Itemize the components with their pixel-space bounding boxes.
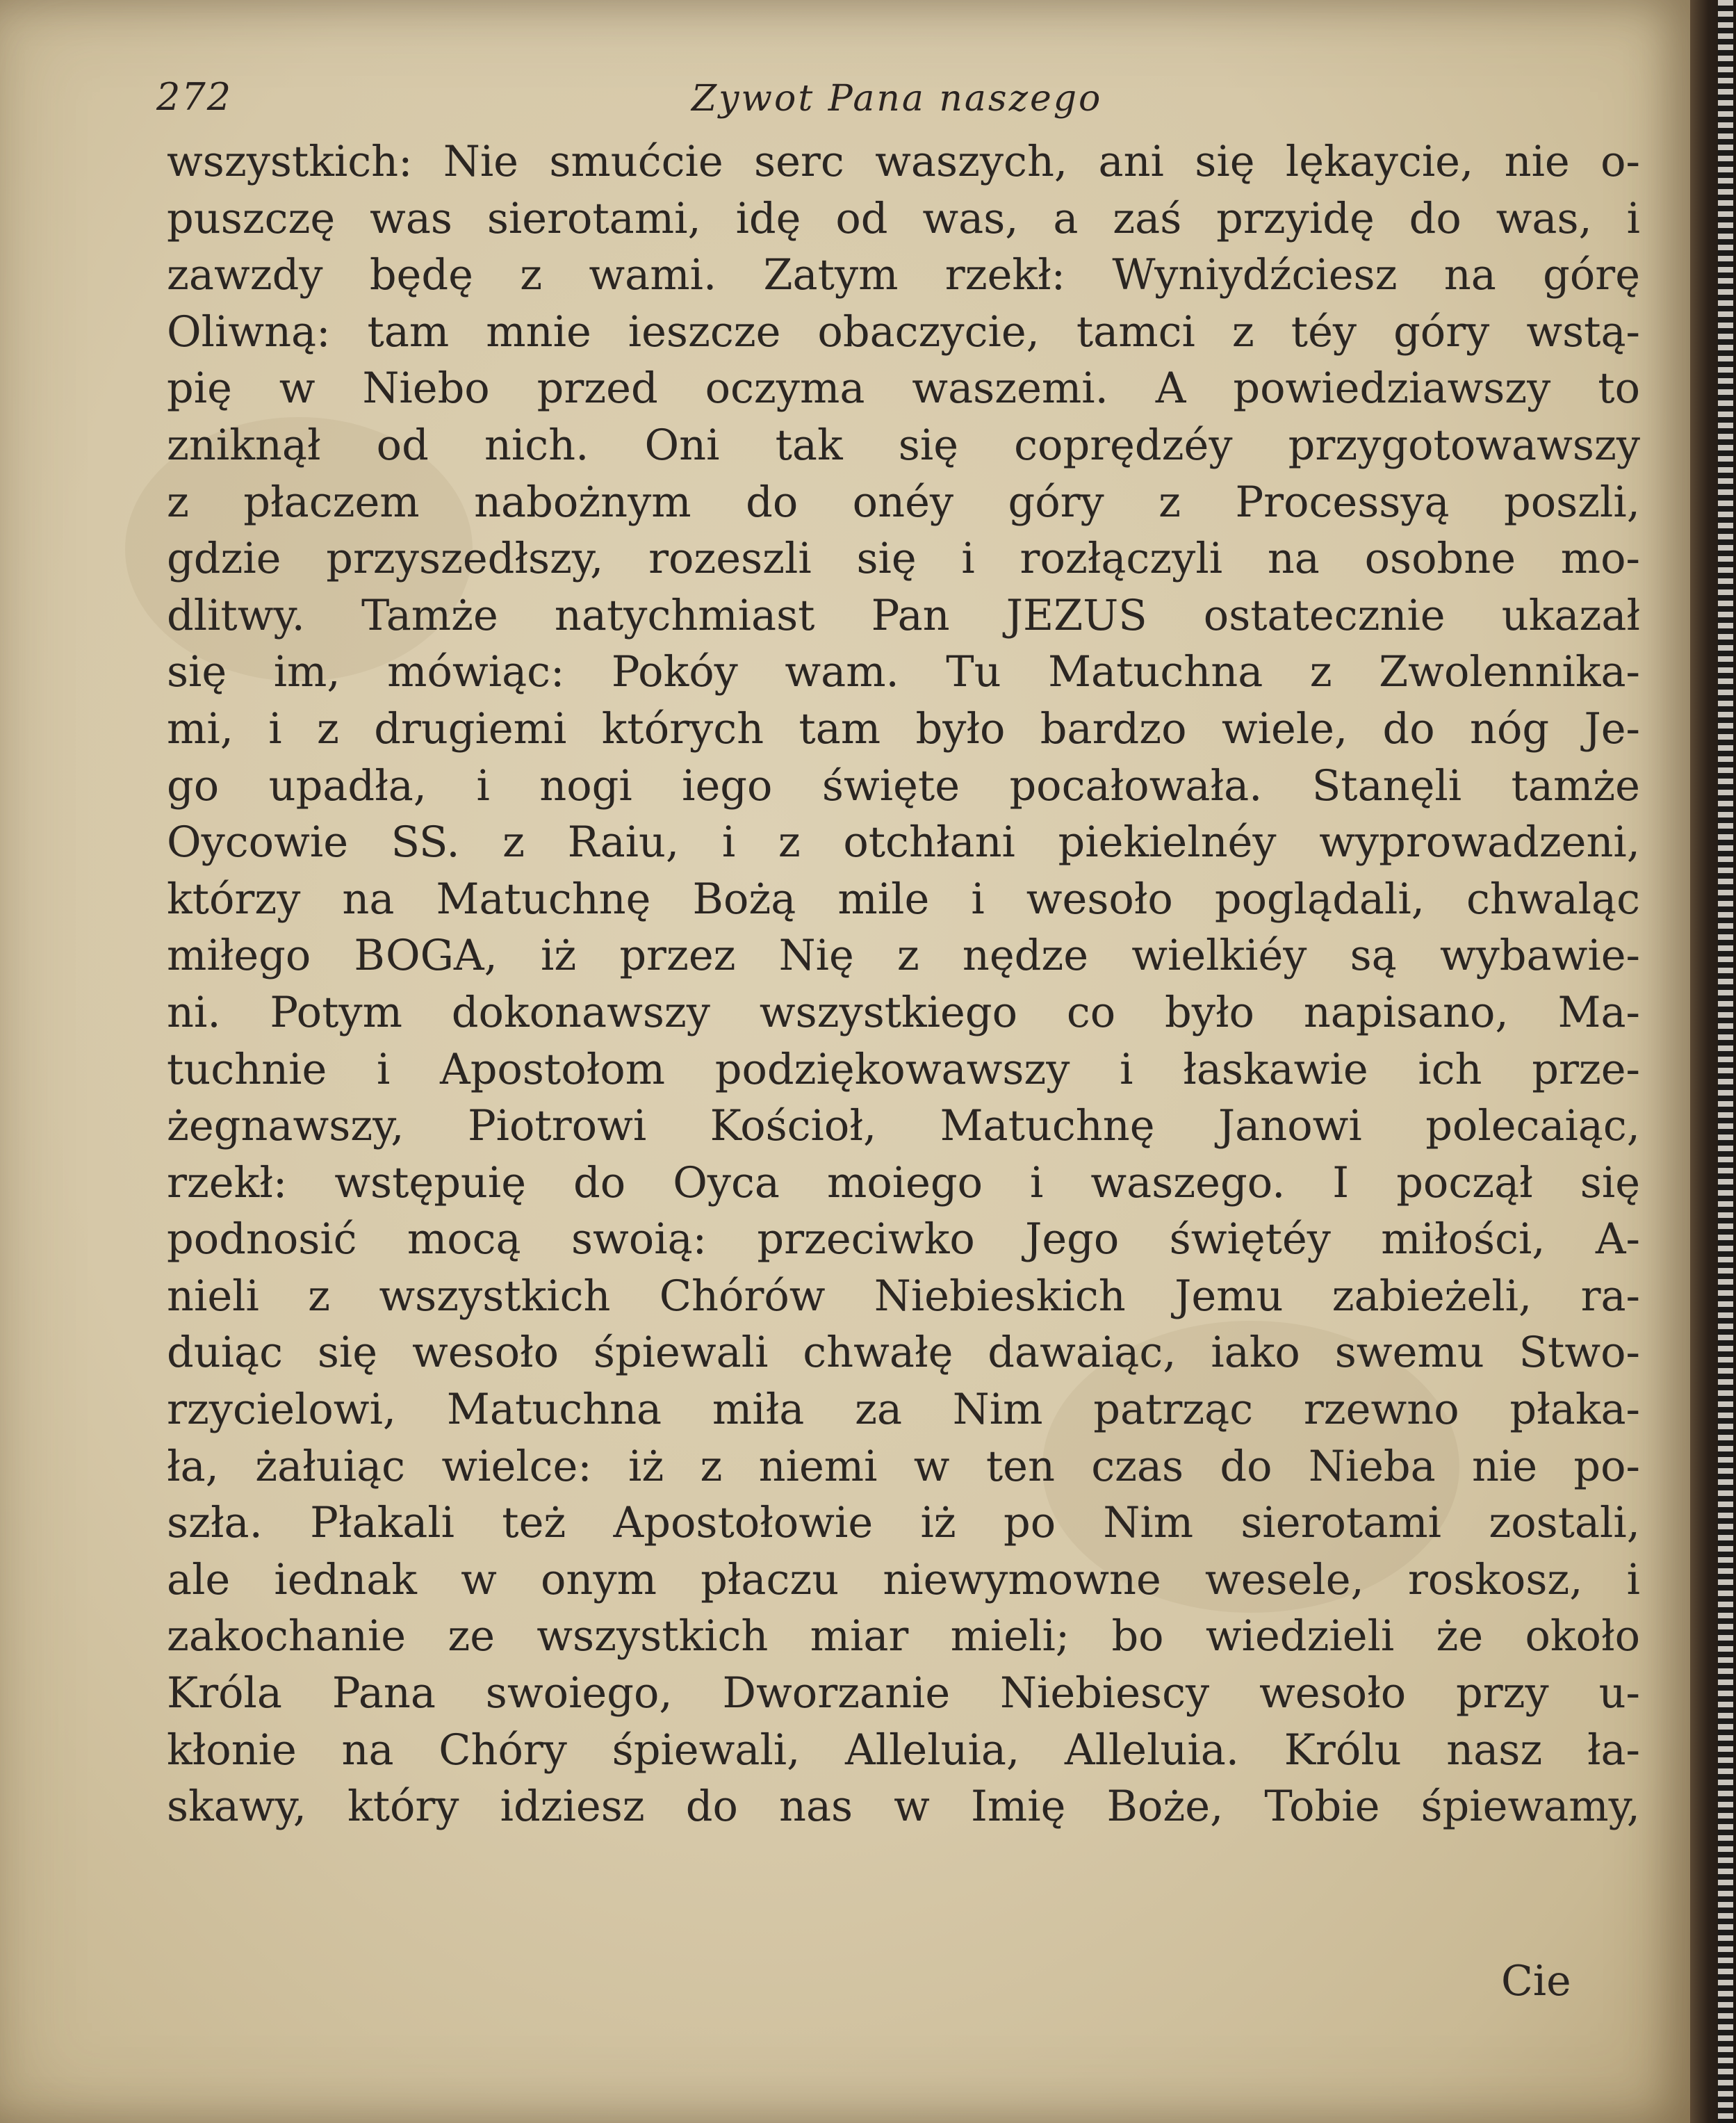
text-line: skawy, który idziesz do nas w Imię Boże, Tobie śpiewamy, — [167, 1782, 1640, 1832]
color-calibration-strip — [1718, 0, 1733, 2123]
text-line: ła, żałuiąc wielce: iż z niemi w ten czas do Nieba nie po- — [167, 1442, 1640, 1491]
text-line: miłego BOGA, iż przez Nię z nędze wielkiéy są wybawie- — [167, 932, 1640, 981]
body-text — [167, 134, 1640, 1836]
book-binding-edge — [1690, 0, 1736, 2123]
text-line: nieli z wszystkich Chórów Niebieskich Jemu zabieżeli, ra- — [167, 1271, 1640, 1321]
text-line: Oliwną: tam mnie ieszcze obaczycie, tamci z téy góry wstą- — [167, 307, 1640, 357]
text-line: z płaczem nabożnym do onéy góry z Processyą poszli, — [167, 478, 1640, 527]
text-line: go upadła, i nogi iego święte pocałowała. Stanęli tamże — [167, 761, 1640, 811]
text-line: podnosić mocą swoią: przeciwko Jego świętéy miłości, A- — [167, 1215, 1640, 1264]
text-line: tuchnie i Apostołom podziękowawszy i łaskawie ich prze- — [167, 1045, 1640, 1094]
text-line: którzy na Matuchnę Bożą mile i wesoło poglądali, chwaląc — [167, 875, 1640, 924]
text-line: wszystkich: Nie smućcie serc waszych, ani się lękaycie, nie o- — [167, 138, 1640, 186]
text-line: Oycowie SS. z Raiu, i z otchłani piekielnéy wyprowadzeni, — [167, 818, 1640, 868]
running-head: Zywot Pana naszego — [691, 78, 1103, 120]
text-line: kłonie na Chóry śpiewali, Alleluia, Alleluia. Królu nasz ła- — [167, 1725, 1640, 1775]
text-line: ale iednak w onym płaczu niewymowne wesele, roskosz, i — [167, 1555, 1640, 1604]
text-line: rzekł: wstępuię do Oyca moiego i waszego. I począł się — [167, 1158, 1640, 1207]
page-header — [156, 75, 1616, 138]
text-line: puszczę was sierotami, idę od was, a zaś przyidę do was, i — [167, 194, 1640, 243]
page-number: 272 — [156, 75, 233, 119]
text-line: mi, i z drugiemi których tam było bardzo wiele, do nóg Je- — [167, 704, 1640, 754]
text-line: Króla Pana swoiego, Dworzanie Niebiescy wesoło przy u- — [167, 1669, 1640, 1718]
text-line: rzycielowi, Matuchna miła za Nim patrząc rzewno płaka- — [167, 1385, 1640, 1435]
text-line: zniknął od nich. Oni tak się coprędzéy przygotowawszy — [167, 421, 1640, 470]
text-line: żegnawszy, Piotrowi Kościoł, Matuchnę Janowi polecaiąc, — [167, 1102, 1640, 1151]
text-line: się im, mówiąc: Pokóy wam. Tu Matuchna z Zwolennika- — [167, 648, 1640, 697]
text-line: pię w Niebo przed oczyma waszemi. A powiedziawszy to — [167, 364, 1640, 414]
text-line: dlitwy. Tamże natychmiast Pan JEZUS ostatecznie ukazał — [167, 591, 1640, 640]
catchword: Cie — [1501, 1957, 1571, 2006]
text-line: zawzdy będę z wami. Zatym rzekł: Wyniydźciesz na górę — [167, 251, 1640, 300]
text-line: gdzie przyszedłszy, rozeszli się i rozłączyli na osobne mo- — [167, 535, 1640, 584]
text-line: zakochanie ze wszystkich miar mieli; bo wiedzieli że około — [167, 1612, 1640, 1661]
text-line: szła. Płakali też Apostołowie iż po Nim sierotami zostali, — [167, 1499, 1640, 1548]
text-line: duiąc się wesoło śpiewali chwałę dawaiąc, iako swemu Stwo- — [167, 1328, 1640, 1378]
text-line: ni. Potym dokonawszy wszystkiego co było napisano, Ma- — [167, 988, 1640, 1037]
